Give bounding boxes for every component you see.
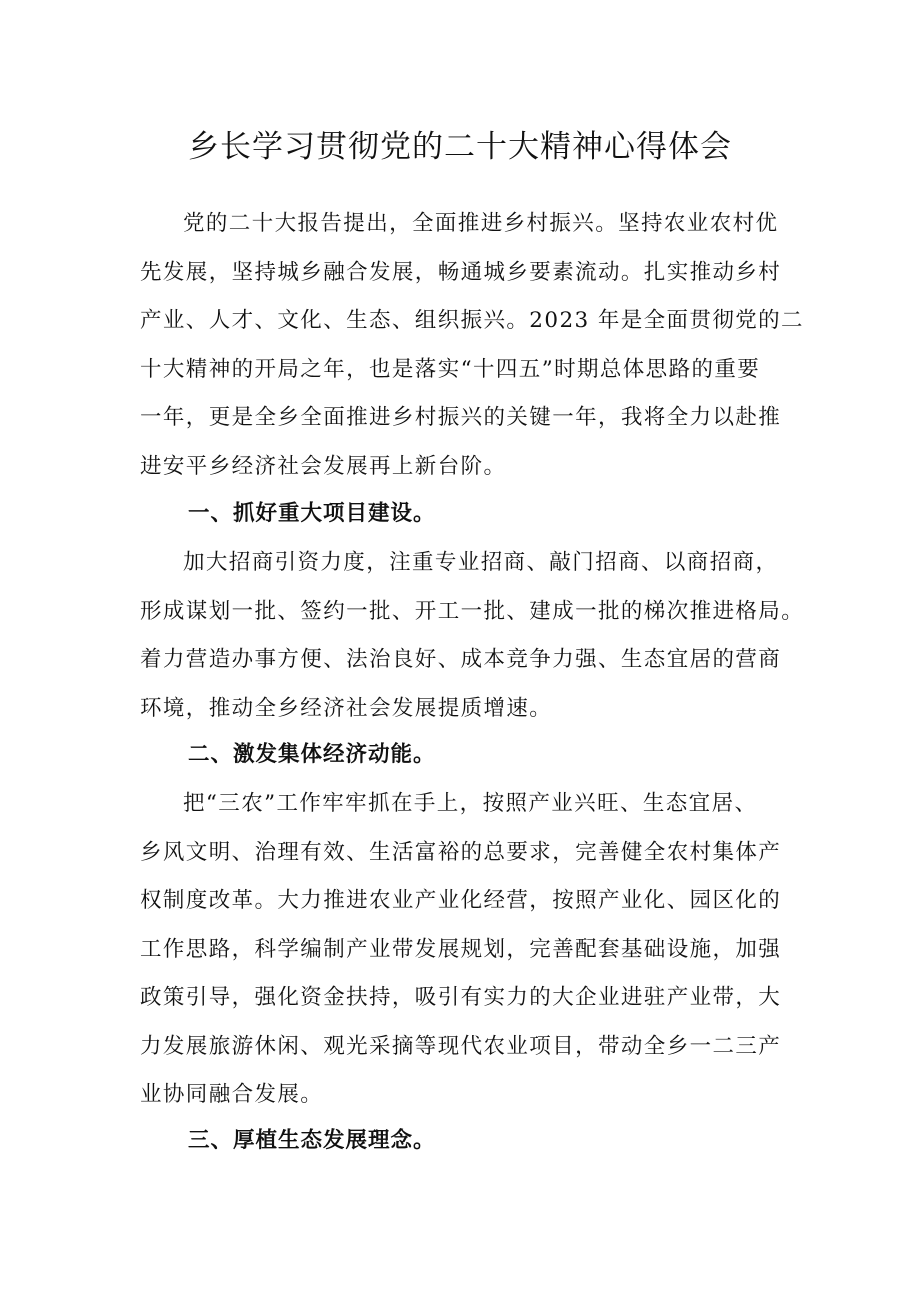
paragraph-line: 形成谋划一批、签约一批、开工一批、建成一批的梯次推进格局。 — [140, 598, 805, 624]
paragraph-line: 工作思路，科学编制产业带发展规划，完善配套基础设施，加强 — [140, 936, 782, 962]
section-heading-2: 二、激发集体经济动能。 — [188, 742, 436, 767]
paragraph-line: 党的二十大报告提出，全面推进乡村振兴。坚持农业农村优 — [183, 211, 779, 236]
paragraph-line: 十大精神的开局之年，也是落实“十四五”时期总体思路的重要 — [140, 356, 761, 382]
paragraph-line: 把“三农”工作牢牢抓在手上，按照产业兴旺、生态宜居、 — [183, 791, 758, 816]
paragraph-line: 先发展，坚持城乡融合发展，畅通城乡要素流动。扎实推动乡村 — [140, 259, 782, 285]
paragraph-line: 进安平乡经济社会发展再上新台阶。 — [140, 453, 507, 479]
section-heading-1: 一、抓好重大项目建设。 — [188, 501, 436, 526]
paragraph-line: 权制度改革。大力推进农业产业化经营，按照产业化、园区化的 — [140, 888, 782, 913]
paragraph-line: 力发展旅游休闲、观光采摘等现代农业项目，带动全乡一二三产 — [140, 1033, 782, 1059]
paragraph-line: 着力营造办事方便、法治良好、成本竞争力强、生态宜居的营商 — [140, 647, 782, 672]
paragraph-intro — [140, 200, 804, 491]
paragraph-line: 业协同融合发展。 — [140, 1082, 324, 1107]
section-heading-3: 三、厚植生态发展理念。 — [188, 1128, 436, 1153]
paragraph-line: 加大招商引资力度，注重专业招商、敲门招商、以商招商， — [183, 550, 779, 575]
paragraph-line: 一年，更是全乡全面推进乡村振兴的关键一年，我将全力以赴推 — [140, 405, 782, 430]
paragraph-section-2 — [140, 780, 788, 1120]
paragraph-section-1 — [140, 539, 805, 733]
paragraph-line: 产业、人才、文化、生态、组织振兴。2023 年是全面贯彻党的二 — [140, 308, 804, 333]
paragraph-line: 政策引导，强化资金扶持，吸引有实力的大企业进驻产业带，大 — [140, 985, 782, 1010]
paragraph-line: 乡风文明、治理有效、生活富裕的总要求，完善健全农村集体产 — [140, 839, 782, 865]
paragraph-line: 环境，推动全乡经济社会发展提质增速。 — [140, 695, 553, 721]
document-title: 乡长学习贯彻党的二十大精神心得体会 — [188, 129, 732, 165]
